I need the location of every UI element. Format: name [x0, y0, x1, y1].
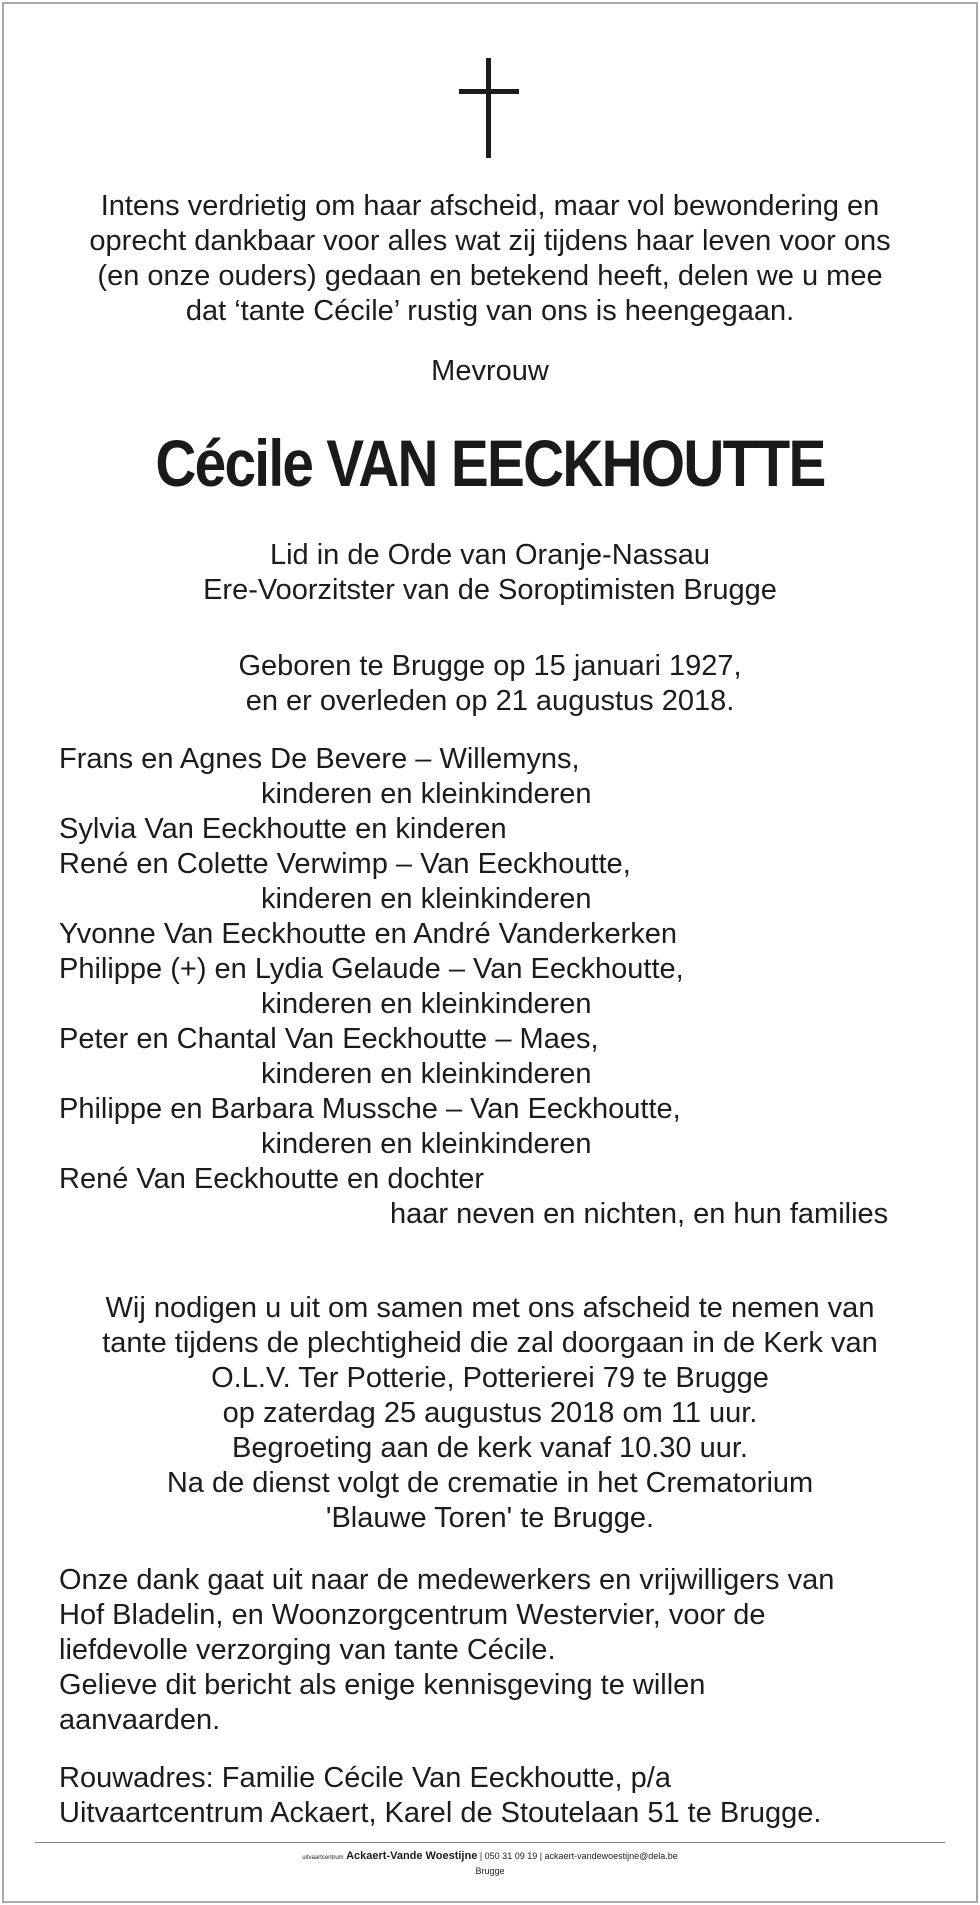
- family-line: Philippe en Barbara Mussche – Van Eeckhoutte,: [59, 1093, 681, 1125]
- thanks-line: Onze dank gaat uit naar de medewerkers en vrijwilligers van: [59, 1564, 835, 1596]
- honor-line: Lid in de Orde van Oranje-Nassau: [269, 539, 711, 571]
- footer-divider: [35, 1842, 945, 1843]
- intro-line: (en onze ouders) gedaan en betekend heeft, delen we u mee: [97, 260, 883, 292]
- invitation-line: Wij nodigen u uit om samen met ons afscheid te nemen van: [105, 1292, 875, 1324]
- salutation: Mevrouw: [431, 355, 549, 387]
- address-line: Uitvaartcentrum Ackaert, Karel de Stoutelaan 51 te Brugge.: [59, 1797, 822, 1829]
- invitation-paragraph: [40, 1291, 940, 1536]
- funeral-home-footer: [0, 1850, 980, 1878]
- family-line: Peter en Chantal Van Eeckhoutte – Maes,: [59, 1023, 599, 1055]
- family-list: [59, 742, 939, 1232]
- invitation-line: Begroeting aan de kerk vanaf 10.30 uur.: [232, 1432, 748, 1464]
- intro-line: Intens verdrietig om haar afscheid, maar vol bewondering en: [100, 190, 880, 222]
- invitation-line: Na de dienst volgt de crematie in het Crematorium: [166, 1467, 814, 1499]
- footer-contact: | 050 31 09 19 | ackaert-vandewoestijne@dela.be: [479, 1851, 678, 1861]
- footer-brand: Ackaert-Vande Woestijne: [346, 1850, 478, 1862]
- footer-prefix: uitvaartcentrum: [302, 1855, 344, 1861]
- family-line: kinderen en kleinkinderen: [261, 883, 592, 915]
- family-line: kinderen en kleinkinderen: [261, 1058, 592, 1090]
- thanks-line: Gelieve dit bericht als enige kennisgeving te willen: [59, 1669, 706, 1701]
- family-line: René en Colette Verwimp – Van Eeckhoutte,: [59, 848, 631, 880]
- invitation-line: O.L.V. Ter Potterie, Potterierei 79 te Brugge: [211, 1362, 769, 1394]
- honors: [40, 538, 940, 608]
- intro-line: dat ‘tante Cécile’ rustig van ons is heengegaan.: [185, 295, 795, 327]
- family-line: Frans en Agnes De Bevere – Willemyns,: [59, 743, 580, 775]
- invitation-line: tante tijdens de plechtigheid die zal doorgaan in de Kerk van: [102, 1327, 878, 1359]
- family-line: kinderen en kleinkinderen: [261, 1128, 592, 1160]
- thanks-line: Hof Bladelin, en Woonzorgcentrum Westervier, voor de: [59, 1599, 766, 1631]
- birth-line: Geboren te Brugge op 15 januari 1927,: [238, 650, 742, 682]
- death-line: en er overleden op 21 augustus 2018.: [245, 685, 735, 717]
- family-line: haar neven en nichten, en hun families: [390, 1198, 889, 1230]
- invitation-line: 'Blauwe Toren' te Brugge.: [325, 1502, 655, 1534]
- birth-death-info: [40, 649, 940, 719]
- intro-paragraph: [40, 189, 940, 329]
- cross-icon: [459, 58, 519, 158]
- footer-city: Brugge: [475, 1866, 505, 1876]
- mourning-address: [59, 1761, 939, 1831]
- family-line: René Van Eeckhoutte en dochter: [59, 1163, 485, 1195]
- deceased-name: Cécile VAN EECKHOUTTE: [155, 426, 825, 500]
- family-line: Sylvia Van Eeckhoutte en kinderen: [59, 813, 507, 845]
- thanks-line: aanvaarden.: [59, 1704, 221, 1736]
- family-line: Philippe (+) en Lydia Gelaude – Van Eeckhoutte,: [59, 953, 684, 985]
- thanks-paragraph: [59, 1563, 939, 1738]
- thanks-line: liefdevolle verzorging van tante Cécile.: [59, 1634, 556, 1666]
- family-line: kinderen en kleinkinderen: [261, 778, 592, 810]
- family-line: kinderen en kleinkinderen: [261, 988, 592, 1020]
- honor-line: Ere-Voorzitster van de Soroptimisten Brugge: [203, 574, 777, 606]
- address-line: Rouwadres: Familie Cécile Van Eeckhoutte, p/a: [59, 1762, 671, 1794]
- family-line: Yvonne Van Eeckhoutte en André Vanderkerken: [59, 918, 678, 950]
- intro-line: oprecht dankbaar voor alles wat zij tijdens haar leven voor ons: [89, 225, 891, 257]
- invitation-line: op zaterdag 25 augustus 2018 om 11 uur.: [222, 1397, 758, 1429]
